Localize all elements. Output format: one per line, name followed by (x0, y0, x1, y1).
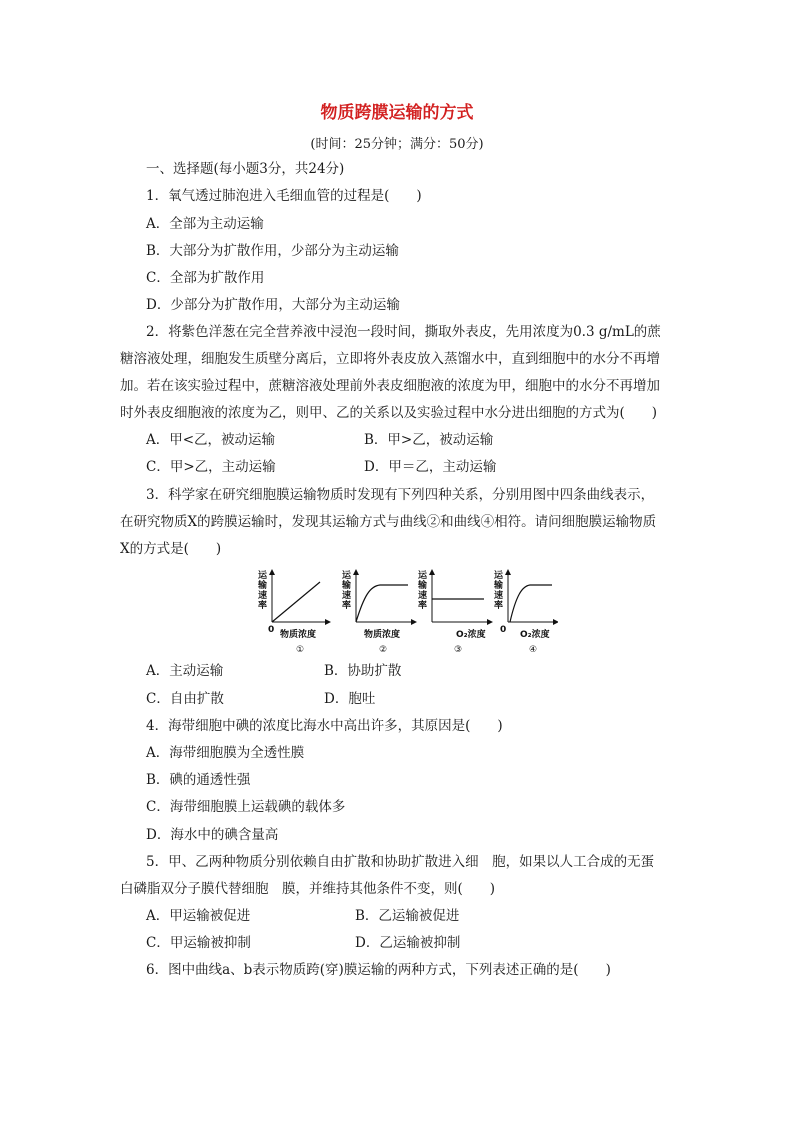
q1-option-c: C．全部为扩散作用 (146, 270, 265, 286)
q4-stem: 4．海带细胞中碘的浓度比海水中高出许多，其原因是( ) (146, 718, 503, 734)
q4-option-d: D．海水中的碘含量高 (146, 827, 279, 843)
q3-option-c: C．自由扩散 (146, 691, 224, 707)
q2-option-b: B．甲>乙，被动运输 (364, 432, 494, 448)
q1-option-a: A．全部为主动运输 (146, 216, 264, 232)
q5-option-d: D．乙运输被抑制 (355, 935, 461, 951)
q5-stem-line-2: 白磷脂双分子膜代替细胞 膜，并维持其他条件不变，则( ) (120, 881, 496, 897)
graph-4-ylabel-4: 率 (494, 601, 504, 611)
q2-option-d: D．甲＝乙，主动运输 (364, 459, 497, 475)
graph-2-ylabel-1: 运 (342, 571, 352, 581)
graph-3-caption: ③ (454, 645, 463, 655)
q3-option-b: B．协助扩散 (324, 663, 402, 679)
q2-option-a: A．甲<乙，被动运输 (146, 432, 276, 448)
graph-4-caption: ④ (529, 645, 538, 655)
q3-option-a: A．主动运输 (146, 663, 224, 679)
q2-stem-line-3: 加。若在该实验过程中，蔗糖溶液处理前外表皮细胞液的浓度为甲，细胞中的水分不再增加 (120, 378, 660, 394)
graph-3-ylabel-2: 输 (418, 581, 428, 591)
q2-option-c: C．甲>乙，主动运输 (146, 459, 276, 475)
graph-1-caption: ① (296, 645, 305, 655)
q6-stem: 6．图中曲线a、b表示物质跨(穿)膜运输的两种方式，下列表述正确的是( ) (146, 962, 611, 978)
graph-4-xlabel: O₂浓度 (520, 630, 550, 640)
graph-4-origin: 0 (500, 625, 507, 635)
q4-option-a: A．海带细胞膜为全透性膜 (146, 745, 305, 761)
graph-1-curve (272, 582, 320, 622)
graph-1-xlabel: 物质浓度 (280, 630, 317, 640)
q3-stem-line-3: X的方式是( ) (120, 541, 222, 557)
transport-curves-figure (258, 566, 558, 656)
graph-1-origin: 0 (268, 625, 275, 635)
graph-2-ylabel-2: 输 (342, 581, 352, 591)
graph-3-ylabel-3: 速 (418, 591, 428, 601)
graph-2 (341, 569, 414, 655)
q2-stem-line-4: 时外表皮细胞液的浓度为乙，则甲、乙的关系以及实验过程中水分进出细胞的方式为( ) (120, 405, 658, 421)
graph-4-ylabel-2: 输 (494, 581, 504, 591)
graph-4 (493, 569, 556, 655)
graph-3-ylabel-1: 运 (418, 571, 428, 581)
q1-stem: 1．氧气透过肺泡进入毛细血管的过程是( ) (146, 188, 422, 204)
graph-2-curve (356, 585, 408, 622)
section-heading: 一、选择题(每小题3分，共24分) (146, 161, 345, 177)
graph-1 (258, 569, 328, 655)
graph-3-ylabel-4: 率 (418, 601, 428, 611)
q5-option-a: A．甲运输被促进 (146, 908, 251, 924)
q2-stem-line-2: 糖溶液处理，细胞发生质壁分离后，立即将外表皮放入蒸馏水中，直到细胞中的水分不再增 (120, 351, 660, 367)
q5-stem-line-1: 5．甲、乙两种物质分别依赖自由扩散和协助扩散进入细 胞，如果以人工合成的无蛋 (146, 854, 655, 870)
q3-stem-line-1: 3．科学家在研究细胞膜运输物质时发现有下列四种关系，分别用图中四条曲线表示， (146, 487, 655, 503)
page-title: 物质跨膜运输的方式 (320, 103, 474, 123)
q4-option-c: C．海带细胞膜上运载碘的载体多 (146, 799, 346, 815)
graph-3 (417, 569, 490, 655)
q1-option-d: D．少部分为扩散作用，大部分为主动运输 (146, 297, 400, 313)
q2-stem-line-1: 2．将紫色洋葱在完全营养液中浸泡一段时间，撕取外表皮，先用浓度为0.3 g/mL的蔗 (146, 324, 661, 340)
q3-stem-line-2: 在研究物质X的跨膜运输时，发现其运输方式与曲线②和曲线④相符。请问细胞膜运输物质 (120, 514, 657, 530)
q4-option-b: B．碘的通透性强 (146, 772, 251, 788)
q1-option-b: B．大部分为扩散作用，少部分为主动运输 (146, 243, 399, 259)
graph-1-ylabel-4: 率 (258, 601, 268, 611)
graph-2-ylabel-3: 速 (342, 591, 352, 601)
graph-4-curve (510, 585, 552, 622)
graph-1-ylabel-3: 速 (258, 591, 268, 601)
graph-2-ylabel-4: 率 (342, 601, 352, 611)
graph-4-ylabel-1: 运 (494, 571, 504, 581)
page-subtitle: (时间：25分钟；满分：50分) (310, 137, 484, 152)
q5-option-b: B．乙运输被促进 (355, 908, 460, 924)
q3-option-d: D．胞吐 (324, 691, 376, 707)
q5-option-c: C．甲运输被抑制 (146, 935, 251, 951)
graph-1-ylabel-2: 输 (258, 581, 268, 591)
graph-1-ylabel-1: 运 (258, 571, 268, 581)
graph-2-caption: ② (379, 645, 388, 655)
graph-2-xlabel: 物质浓度 (364, 630, 401, 640)
graph-3-xlabel: O₂浓度 (456, 630, 486, 640)
graph-4-ylabel-3: 速 (494, 591, 504, 601)
